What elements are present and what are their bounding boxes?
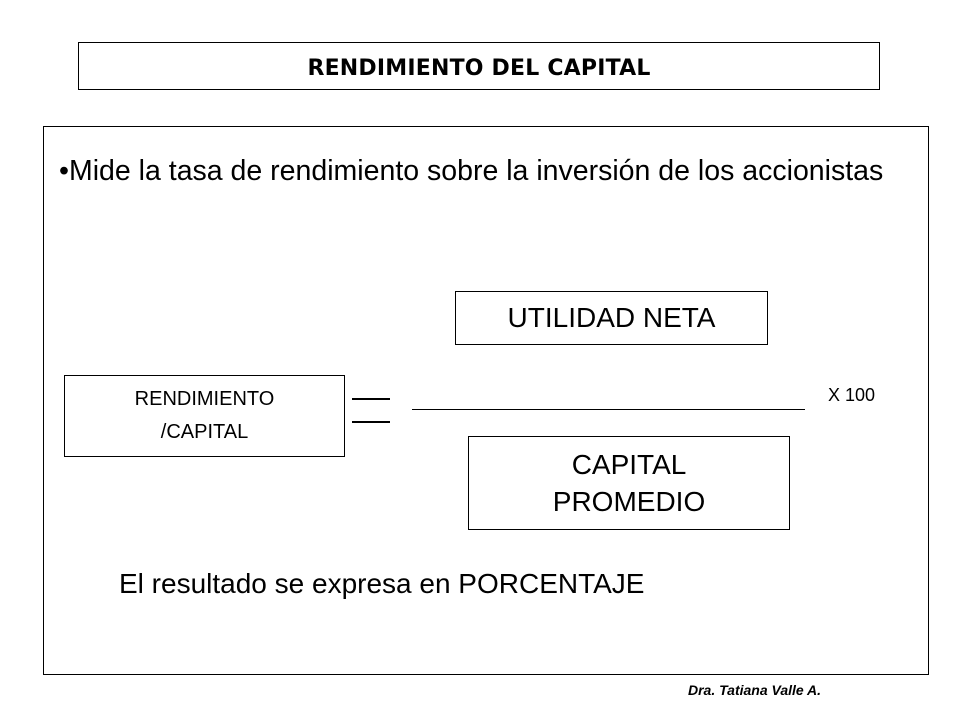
numerator-label: UTILIDAD NETA	[507, 302, 716, 333]
title-box	[78, 42, 880, 90]
fraction-line	[412, 409, 805, 410]
denominator-box	[468, 436, 790, 530]
result-note: El resultado se expresa en PORCENTAJE	[119, 568, 645, 599]
slide-title: RENDIMIENTO DEL CAPITAL	[307, 55, 651, 81]
author-credit: Dra. Tatiana Valle A.	[688, 682, 822, 698]
ratio-name-label: RENDIMIENTO /CAPITAL	[134, 388, 275, 443]
numerator-box	[455, 291, 768, 345]
multiplier-text: X 100	[828, 385, 876, 405]
equals-sign	[352, 398, 390, 424]
denominator-label: CAPITAL PROMEDIO	[552, 449, 706, 517]
intro-bullet: •Mide la tasa de rendimiento sobre la inversión de los accionistas	[59, 155, 884, 187]
ratio-name-box	[64, 375, 345, 457]
